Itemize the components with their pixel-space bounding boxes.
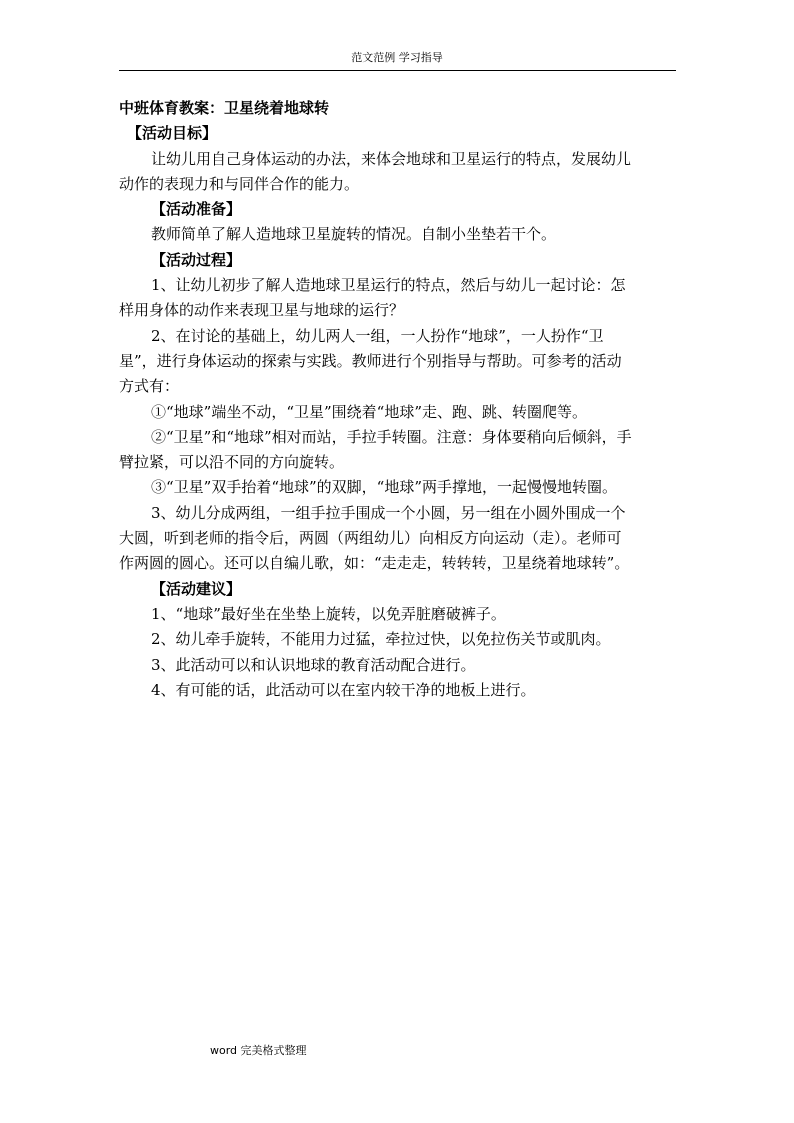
process-step-3-cont: 大圆，听到老师的指令后，两圆（两组幼儿）向相反方向运动（走）。老师可 (119, 529, 622, 548)
advice-item-2: 2、幼儿牵手旋转，不能用力过猛，牵拉过快，以免拉伤关节或肌肉。 (151, 630, 611, 649)
process-step-2-cont: 星”，进行身体运动的探索与实践。教师进行个别指导与帮助。可参考的活动 (119, 351, 622, 370)
process-option-1: ①“地球”端坐不动，“卫星”围绕着“地球”走、跑、跳、转圈爬等。 (151, 402, 588, 421)
process-option-2: ②“卫星”和“地球”相对而站，手拉手转圈。注意：身体要稍向后倾斜，手 (151, 427, 632, 446)
goal-paragraph-line: 动作的表现力和与同伴合作的能力。 (119, 174, 360, 193)
process-step-1-cont: 样用身体的动作来表现卫星与地球的运行？ (119, 301, 405, 320)
process-step-3-cont: 作两圆的圆心。还可以自编儿歌，如：“走走走，转转转，卫星绕着地球转”。 (119, 554, 630, 573)
process-step-2: 2、在讨论的基础上，幼儿两人一组，一人扮作“地球”，一人扮作“卫 (151, 326, 604, 345)
process-step-1: 1、让幼儿初步了解人造地球卫星运行的特点，然后与幼儿一起讨论：怎 (151, 276, 626, 295)
document-title: 中班体育教案：卫星绕着地球转 (119, 99, 330, 117)
advice-item-3: 3、此活动可以和认识地球的教育活动配合进行。 (151, 655, 476, 674)
advice-heading: 【活动建议】 (151, 579, 242, 598)
preparation-paragraph: 教师简单了解人造地球卫星旋转的情况。自制小坐垫若干个。 (151, 225, 557, 244)
advice-item-1: 1、“地球”最好坐在坐垫上旋转，以免弄脏磨破裤子。 (151, 604, 506, 623)
process-heading: 【活动过程】 (151, 250, 242, 269)
process-option-3: ③“卫星”双手抬着“地球”的双脚，“地球”两手撑地，一起慢慢地转圈。 (151, 478, 618, 497)
page-header: 范文范例 学习指导 (351, 51, 443, 64)
goal-paragraph-line: 让幼儿用自己身体运动的办法，来体会地球和卫星运行的特点，发展幼儿 (151, 149, 632, 168)
header-divider (119, 70, 676, 71)
goal-heading: 【活动目标】 (127, 124, 218, 143)
process-step-3: 3、幼儿分成两组，一组手拉手围成一个小圆，另一组在小圆外围成一个 (151, 503, 626, 522)
advice-item-4: 4、有可能的话，此活动可以在室内较干净的地板上进行。 (151, 680, 536, 699)
process-step-2-cont: 方式有： (119, 377, 180, 396)
preparation-heading: 【活动准备】 (151, 200, 242, 219)
document-body (119, 96, 679, 703)
process-option-2-cont: 臂拉紧，可以沿不同的方向旋转。 (119, 453, 345, 472)
page-footer: word 完美格式整理 (210, 1044, 307, 1057)
